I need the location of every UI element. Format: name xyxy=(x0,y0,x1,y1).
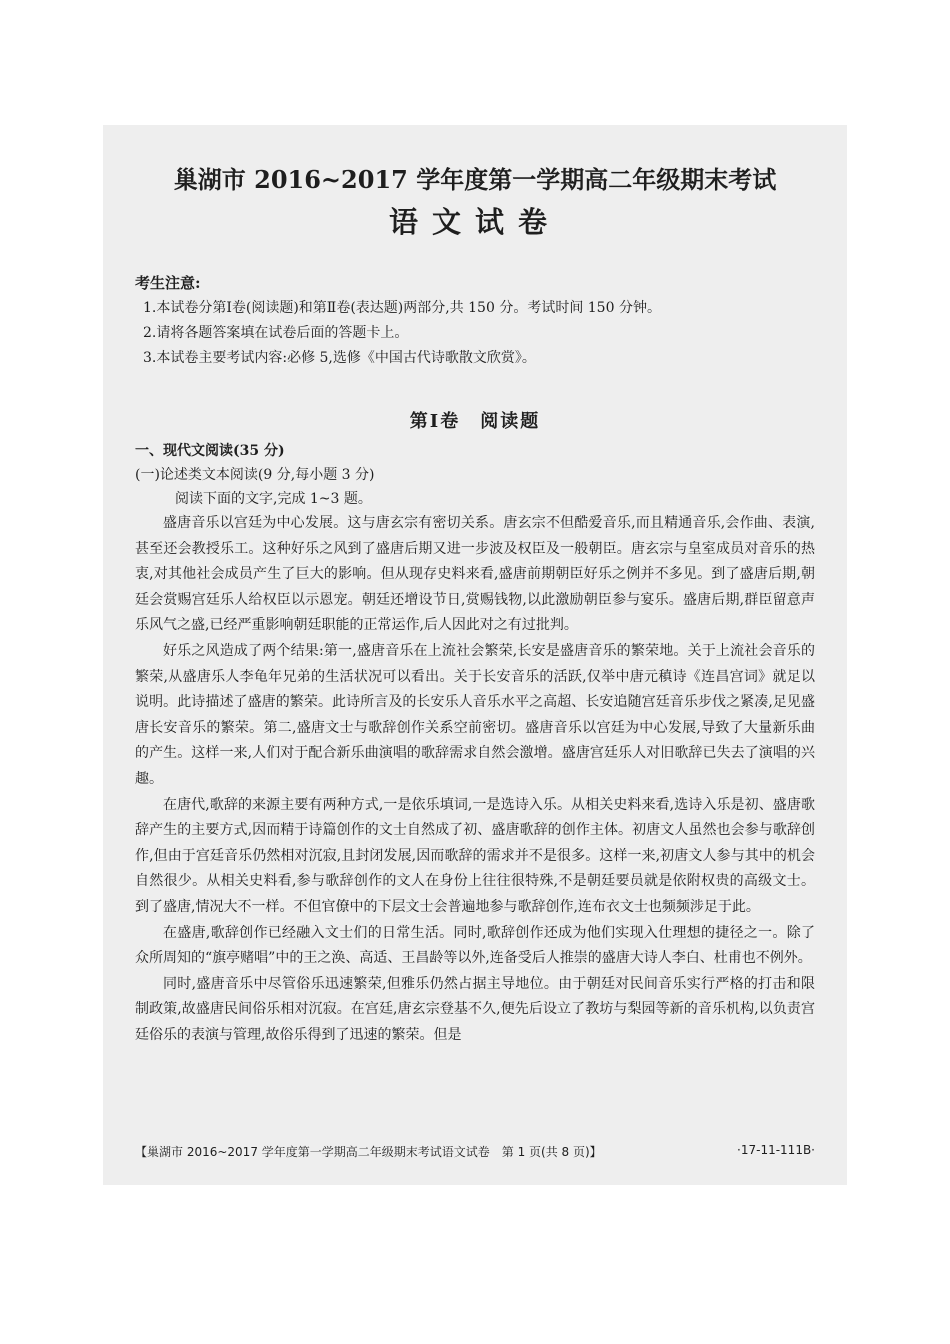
part-title: 第Ⅰ卷 阅读题 xyxy=(409,411,541,432)
footer-code: ·17-11-111B· xyxy=(737,1143,815,1157)
passage-paragraph: 盛唐音乐以宫廷为中心发展。这与唐玄宗有密切关系。唐玄宗不但酷爱音乐,而且精通音乐,会作曲、表演,甚至还会教授乐工。这种好乐之风到了盛唐后期又进一步波及权臣及一般朝臣。唐玄宗与皇室成员对音乐的热衷,对其他社会成员产生了巨大的影响。但从现存史料来看,盛唐前期朝臣好乐之例并不多见。到了盛唐后期,朝廷会赏赐宫廷乐人给权臣以示恩宠。朝廷还增设节日,赏赐钱物,以此激励朝臣参与宴乐。盛唐后期,群臣留意声乐风气之盛,已经严重影响朝廷职能的正常运作,后人因此对之有过批判。 xyxy=(135,515,815,634)
passage-paragraph: 好乐之风造成了两个结果:第一,盛唐音乐在上流社会繁荣,长安是盛唐音乐的繁荣地。关于上流社会音乐的繁荣,从盛唐乐人李龟年兄弟的生活状况可以看出。关于长安音乐的活跃,仅举中唐元稹诗《连昌宫词》就足以说明。此诗描述了盛唐的繁荣。此诗所言及的长安乐人音乐水平之高超、长安追随宫廷音乐步伐之紧凑,足见盛唐长安音乐的繁荣。第二,盛唐文士与歌辞创作关系空前密切。盛唐音乐以宫廷为中心发展,导致了大量新乐曲的产生。这样一来,人们对于配合新乐曲演唱的歌辞需求自然会激增。盛唐宫廷乐人对旧歌辞已失去了演唱的兴趣。 xyxy=(135,642,815,787)
footer-page-info: 【巢湖市 2016~2017 学年度第一学期高二年级期末考试语文试卷 第 1 页(共 8 页)】 xyxy=(135,1145,602,1159)
notice-title: 考生注意: xyxy=(135,274,201,292)
exam-page xyxy=(103,125,847,1185)
exam-title: 巢湖市 2016~2017 学年度第一学期高二年级期末考试 xyxy=(173,165,777,194)
section-heading: 一、现代文阅读(35 分) xyxy=(135,443,285,459)
page-footer xyxy=(135,1143,815,1160)
passage-paragraph: 在唐代,歌辞的来源主要有两种方式,一是依乐填词,一是选诗入乐。从相关史料来看,选诗入乐是初、盛唐歌辞产生的主要方式,因而精于诗篇创作的文士自然成了初、盛唐歌辞的创作主体。初唐文人虽然也会参与歌辞创作,但由于宫廷音乐仍然相对沉寂,且封闭发展,因而歌辞的需求并不是很多。这样一来,初唐文人参与其中的机会自然很少。从相关史料看,参与歌辞创作的文人在身份上往往很特殊,不是朝廷要员就是依附权贵的高级文士。到了盛唐,情况大不一样。不但官僚中的下层文士会普遍地参与歌辞创作,连布衣文士也频频涉足于此。 xyxy=(135,796,815,915)
candidate-notice xyxy=(135,271,815,371)
notice-item: 2.请将各题答案填在试卷后面的答题卡上。 xyxy=(143,325,409,341)
subsection-heading: (一)论述类文本阅读(9 分,每小题 3 分) xyxy=(135,467,375,483)
notice-item: 3.本试卷主要考试内容:必修 5,选修《中国古代诗歌散文欣赏》。 xyxy=(143,350,536,366)
passage-paragraph: 在盛唐,歌辞创作已经融入文士们的日常生活。同时,歌辞创作还成为他们实现入仕理想的捷径之一。除了众所周知的“旗亭赌唱”中的王之涣、高适、王昌龄等以外,连备受后人推崇的盛唐大诗人李白、杜甫也不例外。 xyxy=(135,924,815,967)
reading-instruction: 阅读下面的文字,完成 1~3 题。 xyxy=(175,491,372,507)
subject-title: 语文试卷 xyxy=(388,205,561,239)
passage-paragraph: 同时,盛唐音乐中尽管俗乐迅速繁荣,但雅乐仍然占据主导地位。由于朝廷对民间音乐实行严格的打击和限制政策,故盛唐民间俗乐相对沉寂。在宫廷,唐玄宗登基不久,便先后设立了教坊与梨园等新的音乐机构,以负责宫廷俗乐的表演与管理,故俗乐得到了迅速的繁荣。但是 xyxy=(135,975,815,1043)
reading-passage xyxy=(135,511,815,1048)
notice-item: 1.本试卷分第Ⅰ卷(阅读题)和第Ⅱ卷(表达题)两部分,共 150 分。考试时间 150 分钟。 xyxy=(143,300,661,316)
